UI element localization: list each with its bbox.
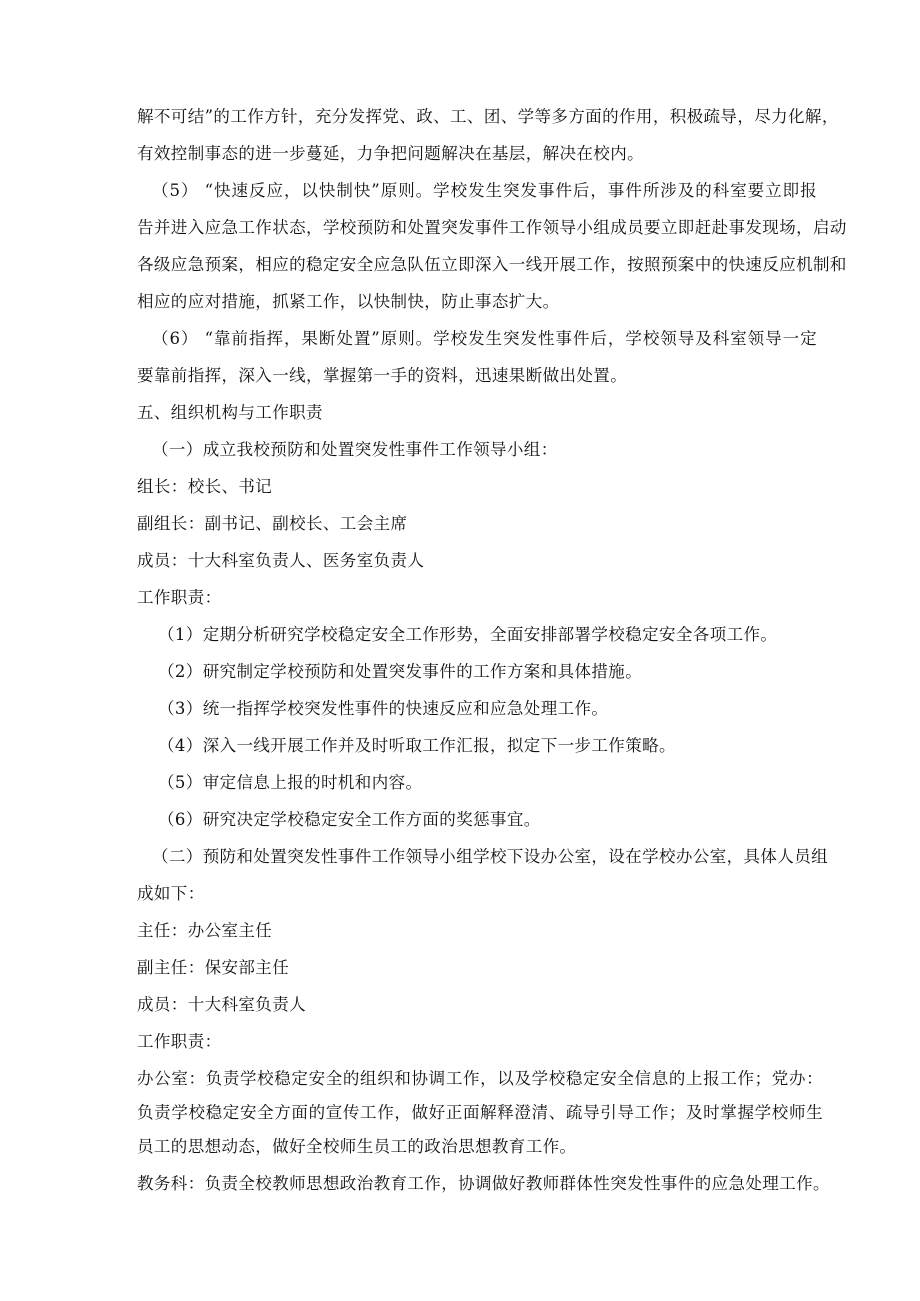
paragraph-line: 有效控制事态的进一步蔓延，力争把问题解决在基层，解决在校内。: [137, 144, 644, 163]
principle-5-line: （5） “快速反应，以快制快”原则。学校发生突发事件后，事件所涉及的科室要立即报: [152, 181, 817, 200]
duty-item: （2）研究制定学校预防和处置突发事件的工作方案和具体措施。: [158, 662, 643, 681]
members-line: 成员：十大科室负责人: [137, 995, 306, 1014]
deputy-director-line: 副主任：保安部主任: [137, 958, 290, 977]
duty-item: （6）研究决定学校稳定安全工作方面的奖惩事宜。: [158, 810, 541, 829]
leader-line: 组长：校长、书记: [137, 477, 273, 496]
duty-item: （3）统一指挥学校突发性事件的快速反应和应急处理工作。: [158, 699, 609, 718]
academic-affairs-duty-line: 教务科：负责全校教师思想政治教育工作，协调做好教师群体性突发性事件的应急处理工作。: [137, 1174, 830, 1193]
paragraph-line: 要靠前指挥，深入一线，掌握第一手的资料，迅速果断做出处置。: [137, 366, 628, 385]
party-office-duty-line: 负责学校稳定安全方面的宣传工作，做好正面解释澄清、疏导引导工作；及时掌握学校师生: [137, 1103, 823, 1122]
section-heading: 五、组织机构与工作职责: [137, 403, 323, 422]
paragraph-line: 成如下：: [137, 884, 205, 903]
duty-item: （4）深入一线开展工作并及时听取工作汇报，拟定下一步工作策略。: [158, 736, 676, 755]
duty-item: （5）审定信息上报的时机和内容。: [158, 773, 423, 792]
paragraph-line: 告并进入应急工作状态，学校预防和处置突发事件工作领导小组成员要立即赶赴事发现场，启动: [137, 218, 847, 237]
duties-heading: 工作职责：: [137, 1032, 222, 1051]
paragraph-line: 相应的应对措施，抓紧工作，以快制快，防止事态扩大。: [137, 292, 560, 311]
subsection-heading: （一）成立我校预防和处置突发性事件工作领导小组：: [152, 440, 558, 459]
director-line: 主任：办公室主任: [137, 921, 273, 940]
members-line: 成员：十大科室负责人、医务室负责人: [137, 551, 425, 570]
subsection-heading: （二）预防和处置突发性事件工作领导小组学校下设办公室，设在学校办公室，具体人员组: [152, 847, 828, 866]
principle-6-line: （6） “靠前指挥，果断处置”原则。学校发生突发性事件后，学校领导及科室领导一定: [152, 329, 817, 348]
duties-heading: 工作职责：: [137, 588, 222, 607]
deputy-leader-line: 副组长：副书记、副校长、工会主席: [137, 514, 408, 533]
paragraph-line: 各级应急预案，相应的稳定安全应急队伍立即深入一线开展工作，按照预案中的快速反应机制和: [137, 255, 847, 274]
paragraph-line: 解不可结”的工作方针，充分发挥党、政、工、团、学等多方面的作用，积极疏导，尽力化解，: [137, 107, 839, 126]
paragraph-line: 员工的思想动态，做好全校师生员工的政治思想教育工作。: [137, 1137, 577, 1156]
duty-item: （1）定期分析研究学校稳定安全工作形势，全面安排部署学校稳定安全各项工作。: [158, 625, 778, 644]
office-duty-line: 办公室：负责学校稳定安全的组织和协调工作，以及学校稳定安全信息的上报工作；党办：: [137, 1069, 823, 1088]
